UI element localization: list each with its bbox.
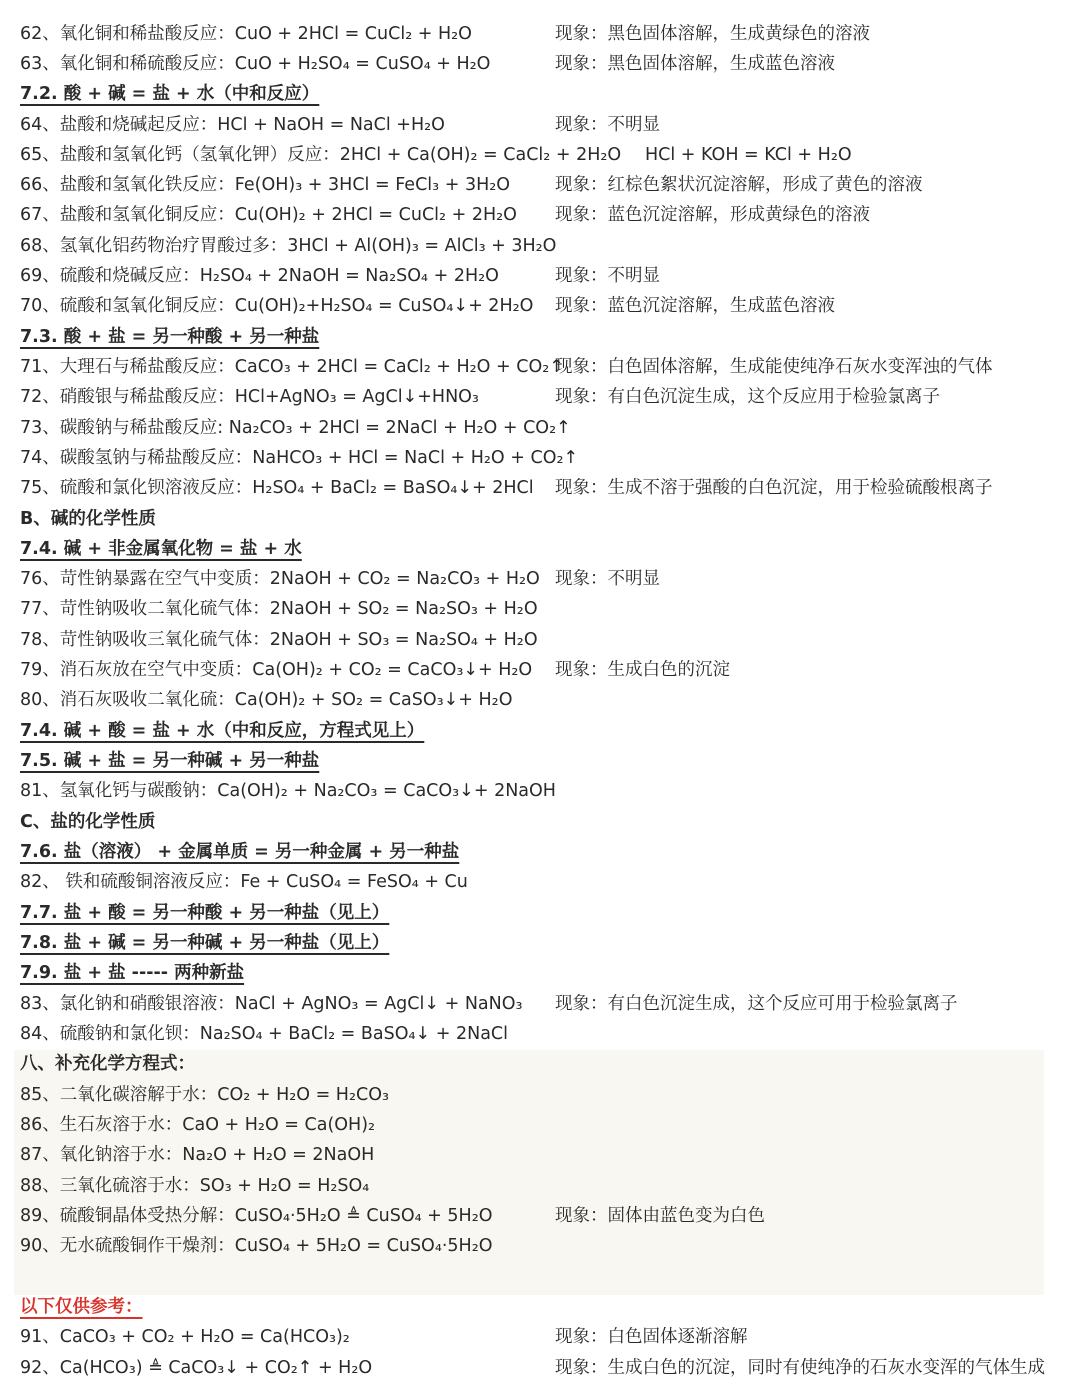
equation-text: 80、消石灰吸收二氧化硫：Ca(OH)₂ + SO₂ = CaSO₃↓+ H₂O [20,690,513,710]
equation-text: 75、硫酸和氯化钡溶液反应：H₂SO₄ + BaCl₂ = BaSO₄↓+ 2HCl [20,478,534,498]
equation-text: 66、盐酸和氢氧化铁反应：Fe(OH)₃ + 3HCl = FeCl₃ + 3H₂O [20,175,511,195]
phenomenon-text: 现象：生成白色的沉淀 [555,660,730,680]
phenomenon-text: 现象：有白色沉淀生成，这个反应用于检验氯离子 [555,387,940,407]
phenomenon-text: 现象：生成白色的沉淀，同时有使纯净的石灰水变浑的气体生成 [555,1358,1045,1378]
section-heading-text: 7.7. 盐 + 酸 = 另一种酸 + 另一种盐（见上） [20,903,390,923]
equation-text: 77、苛性钠吸收二氧化硫气体：2NaOH + SO₂ = Na₂SO₃ + H₂O [20,599,538,619]
phenomenon-text: 现象：不明显 [555,115,660,135]
phenomenon-text: 现象：不明显 [555,569,660,589]
equation-text: 87、氧化钠溶于水：Na₂O + H₂O = 2NaOH [20,1145,375,1165]
equation-text: 82、 铁和硫酸铜溶液反应：Fe + CuSO₄ = FeSO₄ + Cu [20,872,468,892]
equation-text: 63、氧化铜和稀硫酸反应：CuO + H₂SO₄ = CuSO₄ + H₂O [20,54,491,74]
equation-text: 88、三氧化硫溶于水：SO₃ + H₂O = H₂SO₄ [20,1176,370,1196]
phenomenon-text: 现象：黑色固体溶解，生成黄绿色的溶液 [555,24,870,44]
section-heading-text: 7.4. 碱 + 酸 = 盐 + 水（中和反应，方程式见上） [20,721,425,741]
equation-text: 92、Ca(HCO₃) ≜ CaCO₃↓ + CO₂↑ + H₂O [20,1358,373,1378]
equation-text: 70、硫酸和氢氧化铜反应：Cu(OH)₂+H₂SO₄ = CuSO₄↓+ 2H₂O [20,296,534,316]
equation-text: 74、碳酸氢钠与稀盐酸反应：NaHCO₃ + HCl = NaCl + H₂O + CO₂↑ [20,448,579,468]
equation-text: 89、硫酸铜晶体受热分解：CuSO₄·5H₂O ≜ CuSO₄ + 5H₂O [20,1206,493,1226]
equation-text: 79、消石灰放在空气中变质：Ca(OH)₂ + CO₂ = CaCO₃↓+ H₂O [20,660,533,680]
equation-text: 71、大理石与稀盐酸反应：CaCO₃ + 2HCl = CaCl₂ + H₂O + CO₂↑ [20,357,564,377]
equation-text: 69、硫酸和烧碱反应：H₂SO₄ + 2NaOH = Na₂SO₄ + 2H₂O [20,266,499,286]
phenomenon-text: 现象：黑色固体溶解，生成蓝色溶液 [555,54,835,74]
section-heading-text: 7.2. 酸 + 碱 = 盐 + 水（中和反应） [20,84,320,104]
phenomenon-text: 现象：白色固体溶解，生成能使纯净石灰水变浑浊的气体 [555,357,993,377]
phenomenon-text: 现象：不明显 [555,266,660,286]
phenomenon-text: 现象：有白色沉淀生成，这个反应可用于检验氯离子 [555,994,958,1014]
equation-text: 91、CaCO₃ + CO₂ + H₂O = Ca(HCO₃)₂ [20,1327,350,1347]
equation-text: 64、盐酸和烧碱起反应：HCl + NaOH = NaCl +H₂O [20,115,445,135]
phenomenon-text: 现象：蓝色沉淀溶解，生成蓝色溶液 [555,296,835,316]
equation-text: 68、氢氧化铝药物治疗胃酸过多：3HCl + Al(OH)₃ = AlCl₃ + 3H₂O [20,236,557,256]
phenomenon-text: 现象：白色固体逐渐溶解 [555,1327,748,1347]
equation-text: 65、盐酸和氢氧化钙（氢氧化钾）反应：2HCl + Ca(OH)₂ = CaCl₂ + 2H₂O [20,145,622,165]
equation-text: 86、生石灰溶于水：CaO + H₂O = Ca(OH)₂ [20,1115,376,1135]
equation-text: 85、二氧化碳溶解于水：CO₂ + H₂O = H₂CO₃ [20,1085,389,1105]
equation-text: 90、无水硫酸铜作干燥剂：CuSO₄ + 5H₂O = CuSO₄·5H₂O [20,1236,493,1256]
equation-text: 78、苛性钠吸收三氧化硫气体：2NaOH + SO₃ = Na₂SO₄ + H₂O [20,630,538,650]
equation-text: 81、氢氧化钙与碳酸钠：Ca(OH)₂ + Na₂CO₃ = CaCO₃↓+ 2NaOH [20,781,556,801]
category-heading-text: 八、补充化学方程式： [20,1054,195,1074]
phenomenon-text: 现象：红棕色絮状沉淀溶解，形成了黄色的溶液 [555,175,923,195]
reference-heading-text: 以下仅供参考： [20,1297,143,1317]
extra-equation-text: HCl + KOH = KCl + H₂O [645,145,852,165]
section-heading-text: 7.6. 盐（溶液） + 金属单质 = 另一种金属 + 另一种盐 [20,842,460,862]
category-heading-text: B、碱的化学性质 [20,509,156,529]
section-heading-text: 7.8. 盐 + 碱 = 另一种碱 + 另一种盐（见上） [20,933,390,953]
equation-text: 84、硫酸钠和氯化钡：Na₂SO₄ + BaCl₂ = BaSO₄↓ + 2NaCl [20,1024,509,1044]
section-heading-text: 7.4. 碱 + 非金属氧化物 = 盐 + 水 [20,539,302,559]
phenomenon-text: 现象：生成不溶于强酸的白色沉淀，用于检验硫酸根离子 [555,478,993,498]
section-heading-text: 7.9. 盐 + 盐 ----- 两种新盐 [20,963,245,983]
equation-text: 83、氯化钠和硝酸银溶液：NaCl + AgNO₃ = AgCl↓ + NaNO₃ [20,994,523,1014]
equation-text: 62、氧化铜和稀盐酸反应：CuO + 2HCl = CuCl₂ + H₂O [20,24,472,44]
equation-text: 76、苛性钠暴露在空气中变质：2NaOH + CO₂ = Na₂CO₃ + H₂O [20,569,540,589]
phenomenon-text: 现象：蓝色沉淀溶解，形成黄绿色的溶液 [555,205,870,225]
equation-text: 72、硝酸银与稀盐酸反应：HCl+AgNO₃ = AgCl↓+HNO₃ [20,387,479,407]
equation-text: 73、碳酸钠与稀盐酸反应: Na₂CO₃ + 2HCl = 2NaCl + H₂O + CO₂↑ [20,418,571,438]
category-heading-text: C、盐的化学性质 [20,812,156,832]
section-heading-text: 7.5. 碱 + 盐 = 另一种碱 + 另一种盐 [20,751,320,771]
equation-text: 67、盐酸和氢氧化铜反应：Cu(OH)₂ + 2HCl = CuCl₂ + 2H₂O [20,205,517,225]
section-heading-text: 7.3. 酸 + 盐 = 另一种酸 + 另一种盐 [20,327,320,347]
phenomenon-text: 现象：固体由蓝色变为白色 [555,1206,765,1226]
